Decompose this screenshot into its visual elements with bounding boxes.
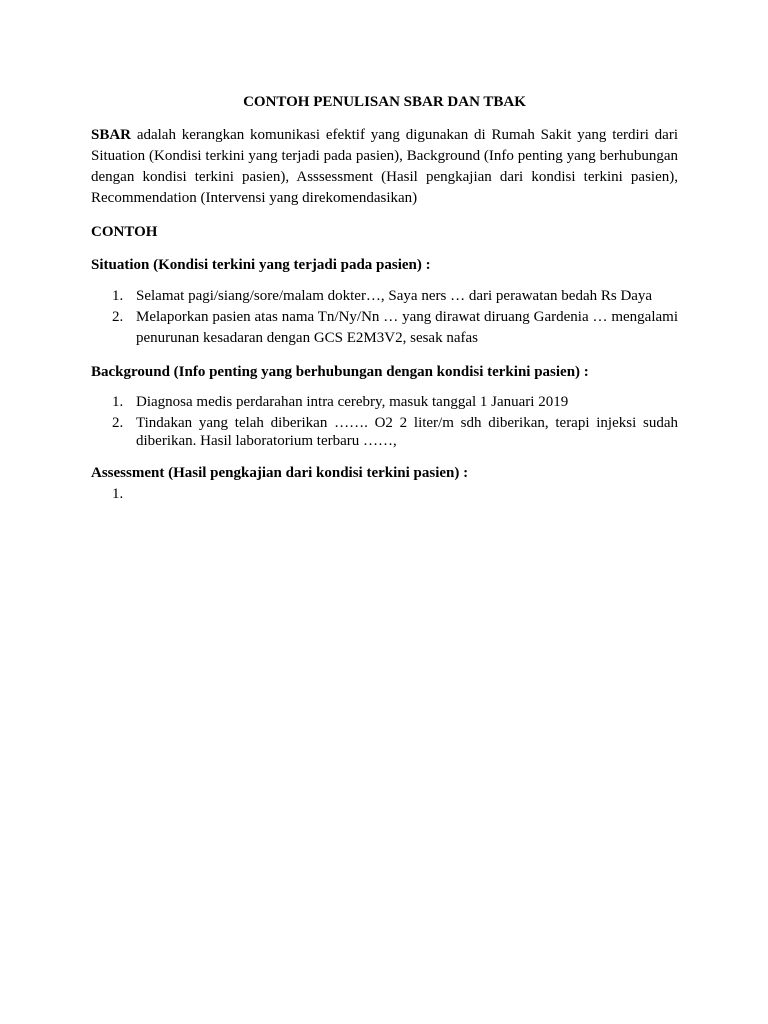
list-item bbox=[91, 393, 678, 411]
list-text: Tindakan yang telah diberikan ……. O2 2 liter/m sdh diberikan, terapi injeksi sudah diberikan. Hasil laboratorium terbaru ……, bbox=[136, 415, 678, 449]
list-number: 1. bbox=[112, 486, 124, 502]
intro-term: SBAR bbox=[91, 127, 132, 143]
list-item bbox=[91, 414, 678, 450]
assessment-heading: Assessment (Hasil pengkajian dari kondisi terkini pasien) : bbox=[91, 465, 469, 481]
background-list bbox=[91, 393, 678, 450]
background-heading: Background (Info penting yang berhubungan dengan kondisi terkini pasien) : bbox=[91, 364, 589, 380]
list-number: 1. bbox=[112, 394, 124, 410]
list-number: 2. bbox=[112, 309, 124, 325]
document-page bbox=[91, 92, 678, 502]
list-text: Selamat pagi/siang/sore/malam dokter…, Saya ners … dari perawatan bedah Rs Daya bbox=[136, 288, 653, 304]
list-item bbox=[91, 286, 678, 307]
document-title: CONTOH PENULISAN SBAR DAN TBAK bbox=[243, 94, 526, 110]
intro-paragraph bbox=[91, 125, 678, 209]
list-number: 2. bbox=[112, 415, 124, 431]
situation-list bbox=[91, 286, 678, 349]
list-text: Diagnosa medis perdarahan intra cerebry, masuk tanggal 1 Januari 2019 bbox=[136, 394, 569, 410]
contoh-heading: CONTOH bbox=[91, 224, 158, 240]
list-item bbox=[91, 307, 678, 349]
intro-text: adalah kerangkan komunikasi efektif yang digunakan di Rumah Sakit yang terdiri dari Situation (Kondisi terkini yang terjadi pada pasien), Background (Info penting yang berhubungan dengan kondisi terkini pasien), Asssessment (Hasil pengkajian dari kondisi terkini pasien), Recommendation (Intervensi yang direkomendasikan) bbox=[91, 127, 678, 206]
list-text: Melaporkan pasien atas nama Tn/Ny/Nn … yang dirawat diruang Gardenia … mengalami penurunan kesadaran dengan GCS E2M3V2, sesak nafas bbox=[136, 309, 678, 346]
situation-heading: Situation (Kondisi terkini yang terjadi pada pasien) : bbox=[91, 257, 431, 273]
list-number: 1. bbox=[112, 288, 124, 304]
